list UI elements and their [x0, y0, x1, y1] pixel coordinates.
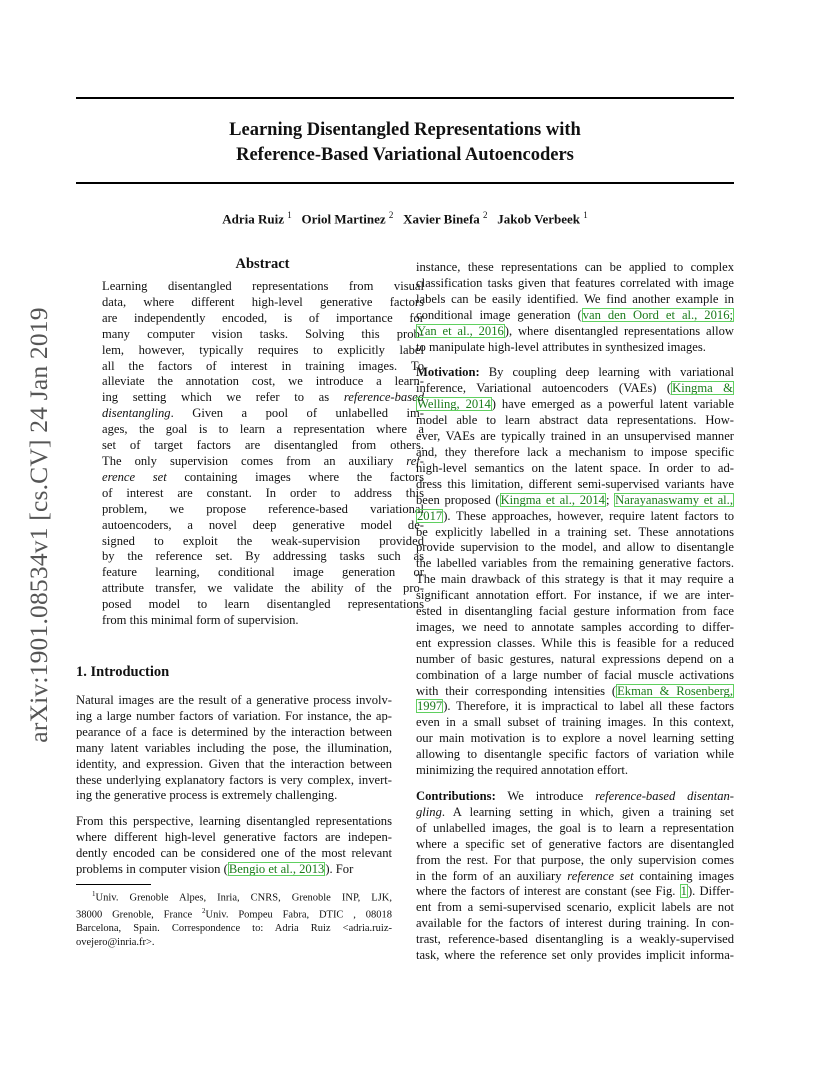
text-line: lem, however, typically requires to explicitly label [102, 342, 424, 357]
text-line: problem, we propose reference-based variational [102, 501, 424, 516]
paper-title [76, 118, 734, 168]
introduction-heading: 1. Introduction [76, 664, 170, 680]
text-line: pearance of a face is determined by the interaction between [76, 724, 392, 739]
text-line: are independently encoded, is of importance for [102, 310, 424, 325]
citation-link[interactable]: Welling, 2014 [417, 397, 491, 412]
footnote-line: 38000 Grenoble, France $^2$Univ. Pompeu Fabra, DTIC , 08018 [76, 907, 392, 921]
footnote-rule [76, 884, 151, 885]
introduction-body [76, 693, 392, 888]
text-line: Natural images are the result of a generative process involv- [76, 693, 392, 707]
text-line: ing setting which we refer to as reference-based [102, 390, 424, 405]
text-line: these underlying explanatory factors is very complex, invert- [76, 772, 392, 787]
text-line: many computer vision tasks. Solving this prob- [102, 326, 424, 341]
author-name: Xavier Binefa [403, 211, 480, 227]
text-line: where different high-level generative factors are indepen- [76, 830, 392, 845]
author-affiliation: 2 [483, 210, 488, 220]
title-line-2: Reference-Based Variational Autoencoders [236, 145, 574, 165]
motivation-label: Motivation: [416, 365, 480, 380]
text-line: identity, and expression. Given that the interaction between [76, 756, 392, 771]
text-line: of interest are constant. In order to address this [102, 485, 424, 500]
text-line: posed model to learn disentangled representations [102, 597, 424, 612]
footnote-line: ovejero@inria.fr>. [76, 936, 155, 948]
right-paragraph-1: instance, these representations can be applied to complex classification tasks given that features correlated with image labels can be easily identified. We find another example in conditional image generation (van den Oord et al., 2016; Yan et al., 2016), where disentangled representations allow to manipulate high-level attributes in synthesized images. [416, 260, 734, 354]
author-affiliation: 2 [388, 210, 394, 220]
text-line: ages, the goal is to learn a representation where a [102, 422, 424, 437]
citation-link[interactable]: van den Oord et al., 2016; [582, 307, 733, 322]
text-line: attribute transfer, we validate the ability of the pro- [102, 581, 424, 596]
title-line-1: Learning Disentangled Representations with [229, 120, 581, 140]
text-line: set of target factors are disentangled from others. [102, 438, 424, 453]
abstract-heading: Abstract [235, 256, 290, 272]
motivation-paragraph: Motivation: By coupling deep learning with variational inference, Variational autoencoders (VAEs) (Kingma & Welling, 2014) have emerged as a powerful latent variable model able to learn abstract data representations. How- ever, VAEs are typically trained in an unsupervised manner and, they therefore lack a mechanism to impose specific high-level semantics on the latent space. In order to ad- dress this limitation, different semi-supervised variants have been proposed (Kingma et al., 2014; Narayanaswamy et al., 2017). These approaches, however, require latent factors to be explicitly labelled in a training set. These annotations provide supervision to the model, and allow to disentangle the labelled variables from the remaining generative factors. The main drawback of this strategy is that it may require a significant annotation effort. For instance, if we are inter- ested in disentangling facial gesture information from face images, we need to annotate samples according to differ- ent expression classes. While this is feasible for a reduced number of basic gestures, natural expressions depend on a combination of a large number of facial muscle activations with their corresponding intensities (Ekman & Rosenberg, 1997). Therefore, it is impractical to label all these factors even in a small subset of training images. In this context, our main motivation is to explore a novel learning setting allowing to disentangle specific factors of variation while minimizing the required annotation effort. [416, 365, 734, 778]
title-top-rule [76, 97, 734, 99]
text-line: ing a large number factors of variation. For instance, the ap- [76, 708, 392, 723]
text-line: erence set containing images where the factors [102, 469, 424, 484]
citation-link[interactable]: 1997 [417, 699, 443, 714]
footnote [76, 888, 392, 949]
text-line: From this perspective, learning disentangled representations [76, 814, 392, 829]
text-line: all the factors of interest in training images. To [102, 358, 424, 373]
text-line: dently encoded can be considered one of the most relevant [76, 846, 392, 861]
citation-link[interactable]: Kingma & [672, 381, 733, 396]
text-line: ing the generative process is extremely challenging. [76, 788, 338, 803]
footnote-line: $^1$Univ. Grenoble Alpes, Inria, CNRS, Grenoble INP, LJK, [92, 890, 392, 904]
contributions-paragraph: Contributions: We introduce reference-based disentan- gling. A learning setting in which, given a training set of unlabelled images, the goal is to learn a representation where a specific set of generative factors are disentangled from the rest. For that purpose, the only supervision comes in the form of an auxiliary reference set containing images where the factors of interest are constant (see Fig. 1). Differ- ent from a semi-supervised scenario, explicit labels are not available for the factors of interest during training. In con- trast, reference-based disentangling is a weakly-supervised task, where the reference set only provides implicit informa- [416, 789, 734, 963]
text-line: alleviate the annotation cost, we introduce a learn- [102, 374, 424, 389]
figure-link[interactable]: 1 [680, 884, 687, 899]
citation-link[interactable]: Yan et al., 2016 [417, 323, 504, 338]
author-affiliation: 1 [583, 210, 588, 220]
title-bottom-rule [76, 182, 734, 184]
abstract-body [102, 279, 424, 629]
text-line: data, where different high-level generative factors [102, 294, 424, 309]
citation-link[interactable]: 2017 [417, 508, 443, 523]
author-name: Jakob Verbeek [497, 211, 580, 227]
text-line: disentangling. Given a pool of unlabelled im- [102, 406, 424, 421]
text-line: Learning disentangled representations from visual [102, 279, 424, 293]
text-line: autoencoders, a novel deep generative model de- [102, 517, 424, 532]
text-line: by the reference set. By addressing tasks such as [102, 549, 424, 564]
citation-link[interactable]: Narayanaswamy et al., [615, 492, 733, 507]
contributions-label: Contributions: [416, 789, 496, 803]
author-list [76, 210, 734, 227]
text-line: signed to exploit the weak-supervision provided [102, 533, 424, 548]
citation-link[interactable]: Bengio et al., 2013 [228, 862, 325, 877]
arxiv-id-text: arXiv:1901.08534v1 [cs.CV] 24 Jan 2019 [24, 307, 53, 743]
text-line: feature learning, conditional image generation or [102, 565, 424, 580]
citation-link[interactable]: Ekman & Rosenberg, [617, 683, 733, 698]
arxiv-identifier [24, 290, 54, 760]
intro-paragraph-1 [76, 693, 392, 804]
citation-link[interactable]: Kingma et al., 2014 [500, 492, 605, 507]
intro-paragraph-2 [76, 814, 392, 878]
text-line: The only supervision comes from an auxiliary ref- [102, 453, 424, 468]
footnote-line: Barcelona, Spain. Correspondence to: Adria Ruiz <adria.ruiz- [76, 923, 392, 934]
text-line: from this minimal form of supervision. [102, 613, 299, 628]
author-name: Oriol Martinez [301, 211, 386, 227]
right-column [416, 260, 734, 974]
text-line: many latent variables including the pose, the illumination, [76, 740, 392, 755]
author-affiliation: 1 [287, 210, 292, 220]
text-line: problems in computer vision (Bengio et al., 2013). For [76, 862, 354, 877]
author-name: Adria Ruiz [222, 211, 284, 227]
